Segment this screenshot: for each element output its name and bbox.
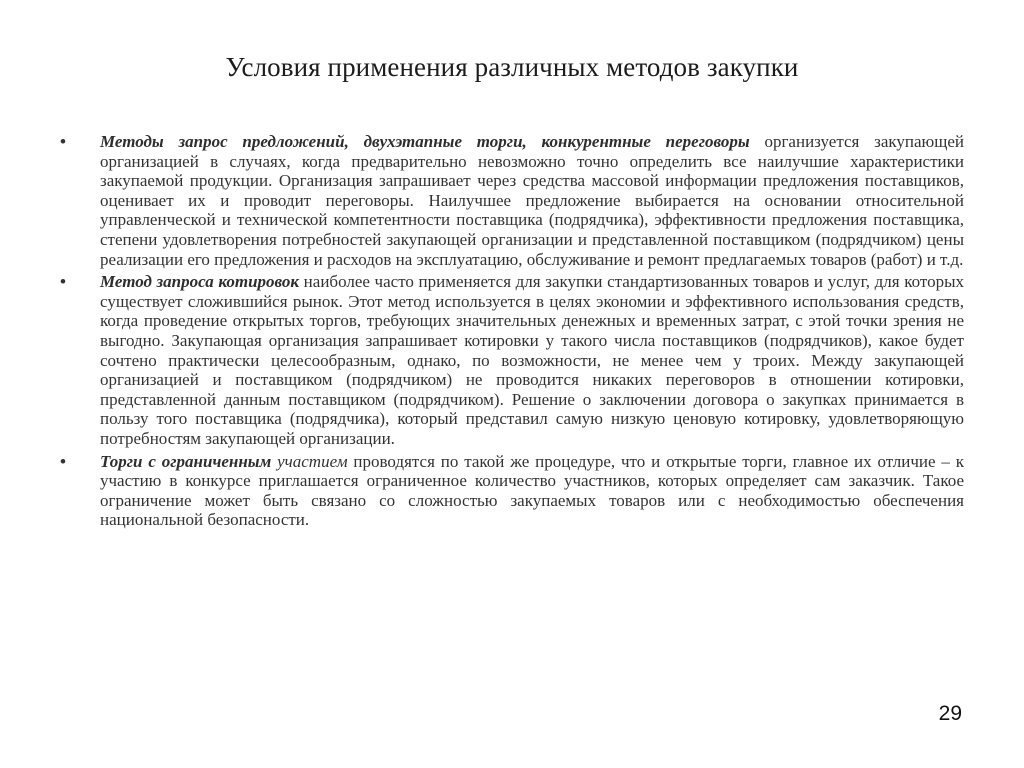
bullet-item-request-proposals <box>60 132 964 269</box>
bullet-item-request-quotations <box>60 272 964 448</box>
bullet-icon: • <box>60 132 66 151</box>
bullet-lead: Торги с ограниченным <box>100 451 272 471</box>
bullet-item-restricted-tender <box>60 452 964 530</box>
bullet-body: организуется закупающей организацией в случаях, когда предварительно невозможно точно определить все наилучшие характеристики закупаемой продукции. Организация запрашивает через средства массовой информации предложения поставщиков, оценивает их и проводит переговоры. Наилучшее предложение выбирается на основании относительной управленческой и технической компетентности поставщика (подрядчика), эффективности предложения поставщика, степени удовлетворения потребностей закупающей организации и представленной поставщиком (подрядчиком) цены реализации его предложения и расходов на эксплуатацию, обслуживание и ремонт предлагаемых товаров (работ) и т.д. <box>100 132 964 269</box>
bullet-lead: Методы запрос предложений, двухэтапные торги, конкурентные переговоры <box>100 132 750 151</box>
bullet-icon: • <box>60 451 66 471</box>
bullet-list <box>60 132 964 533</box>
bullet-body: наиболее часто применяется для закупки стандартизованных товаров и услуг, для которых существует сложившийся рынок. Этот метод используется в целях экономии и эффективного использования средств, когда проведение открытых торгов, требующих значительных денежных и временных затрат, с этой точки зрения не выгодно. Закупающая организация запрашивает котировки у такого числа поставщиков (подрядчиков), какое будет сочтено практически целесообразным, однако, по возможности, не менее чем у троих. Между закупающей организацией и поставщиком (подрядчиком) не проводится никаких переговоров в отношении котировки, представленной данным поставщиком (подрядчиком). Решение о заключении договора о закупках принимается в пользу того поставщика (подрядчика), который представил самую низкую ценовую котировку, удовлетворяющую потребностям закупающей организации. <box>100 272 965 448</box>
bullet-body: проводятся по такой же процедуре, что и открытые торги, главное их отличие – к участию в конкурсе приглашается ограниченное количество участников, которых определяет сам заказчик. Такое ограничение может быть связано со сложностью закупаемых товаров или с необходимостью обеспечения национальной безопасности. <box>100 451 964 530</box>
bullet-lead: Метод запроса котировок <box>100 272 300 292</box>
slide-title: Условия применения различных методов закупки <box>225 52 799 82</box>
bullet-lead-plain: участием <box>271 451 348 471</box>
page-number: 29 <box>938 702 962 725</box>
bullet-icon: • <box>60 272 66 292</box>
